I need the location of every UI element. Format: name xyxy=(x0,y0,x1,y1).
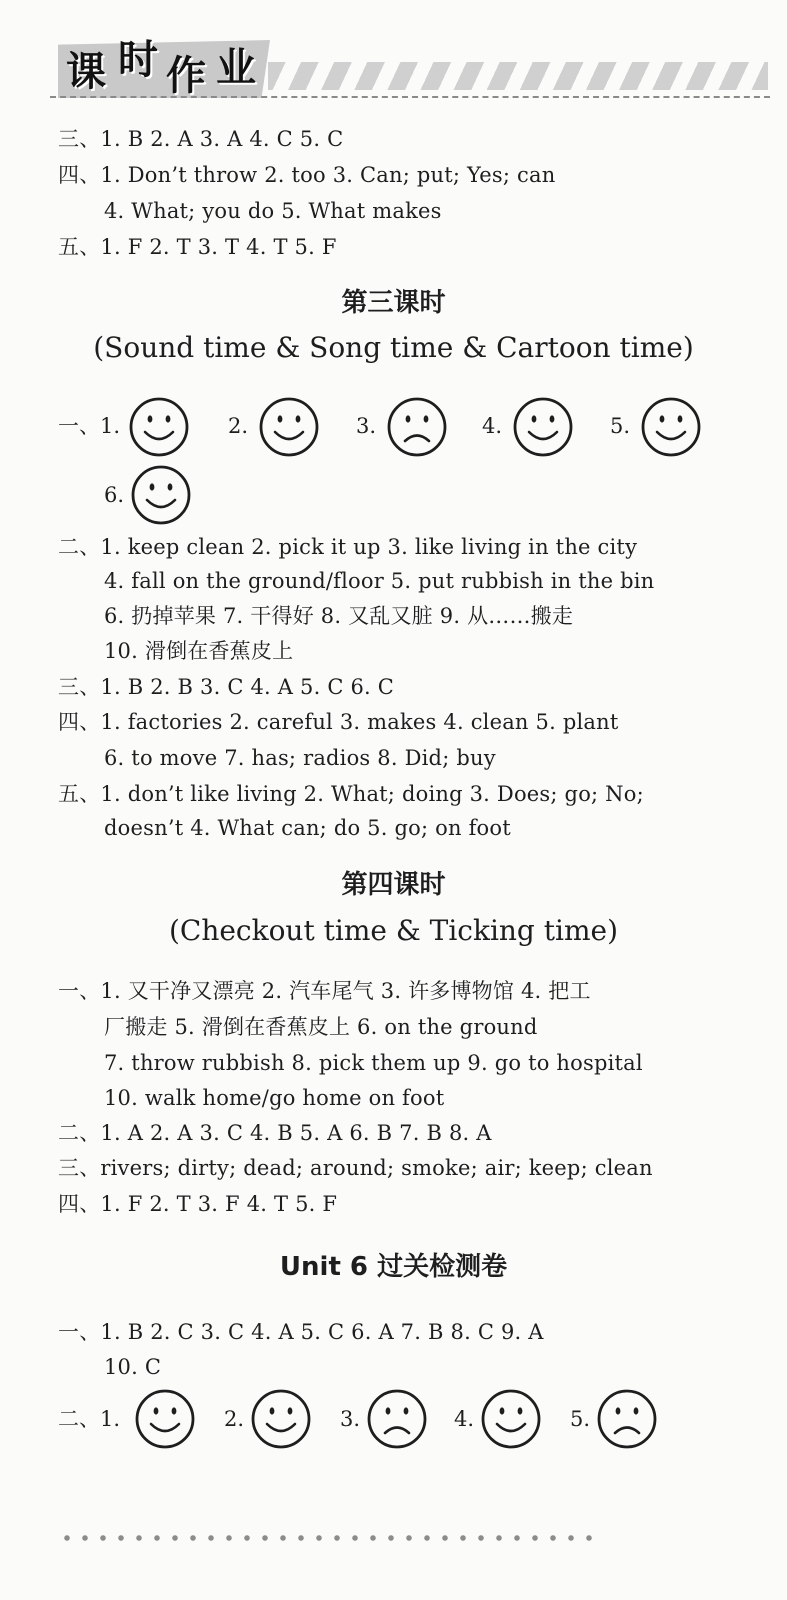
question-number: 3. xyxy=(340,1407,361,1431)
answer-line: 四、1. factories 2. careful 3. makes 4. clean 5. plant xyxy=(58,710,619,734)
question-number: 一、1. xyxy=(58,414,121,438)
smiley-face-icon xyxy=(128,396,190,458)
header-divider xyxy=(50,96,770,98)
answer-line: 一、1. 又干净又漂亮 2. 汽车尾气 3. 许多博物馆 4. 把工 xyxy=(58,979,591,1003)
answer-line: 三、1. B 2. B 3. C 4. A 5. C 6. C xyxy=(58,675,395,699)
answer-line: 四、1. F 2. T 3. F 4. T 5. F xyxy=(58,1192,338,1216)
section-subtitle: (Sound time & Song time & Cartoon time) xyxy=(93,331,694,364)
question-number: 3. xyxy=(356,414,377,438)
answer-line: 10. walk home/go home on foot xyxy=(104,1086,445,1110)
question-number: 2. xyxy=(224,1407,245,1431)
answer-line: 6. 扔掉苹果 7. 干得好 8. 又乱又脏 9. 从……搬走 xyxy=(104,604,574,628)
faces-row-2 xyxy=(0,1388,787,1458)
answer-line: 五、1. don’t like living 2. What; doing 3. Does; go; No; xyxy=(58,782,644,806)
question-number: 2. xyxy=(228,414,249,438)
section-title: 第四课时 xyxy=(341,870,446,900)
question-number: 4. xyxy=(482,414,503,438)
faces-row-1 xyxy=(0,396,787,536)
smiley-face-icon xyxy=(250,1388,312,1450)
answer-line: 一、1. B 2. C 3. C 4. A 5. C 6. A 7. B 8. C 9. A xyxy=(58,1320,544,1344)
section-title: 第三课时 xyxy=(341,288,446,318)
smiley-face-icon xyxy=(134,1388,196,1450)
header-stripes xyxy=(268,62,768,90)
question-number: 6. xyxy=(104,483,125,507)
section-title: Unit 6 过关检测卷 xyxy=(279,1252,508,1282)
question-number: 5. xyxy=(610,414,631,438)
smiley-face-icon xyxy=(130,464,192,526)
header-title-char: 课 xyxy=(66,49,106,95)
section-subtitle: (Checkout time & Ticking time) xyxy=(168,914,619,947)
smiley-face-icon xyxy=(480,1388,542,1450)
answer-line: 10. 滑倒在香蕉皮上 xyxy=(104,639,294,663)
answer-line: 6. to move 7. has; radios 8. Did; buy xyxy=(104,746,496,770)
answer-line: 7. throw rubbish 8. pick them up 9. go to hospital xyxy=(104,1051,643,1075)
question-number: 5. xyxy=(570,1407,591,1431)
sad-face-icon xyxy=(386,396,448,458)
answer-line: 四、1. Don’t throw 2. too 3. Can; put; Yes; can xyxy=(58,163,556,187)
answer-line: 4. What; you do 5. What makes xyxy=(104,199,442,223)
smiley-face-icon xyxy=(640,396,702,458)
smiley-face-icon xyxy=(258,396,320,458)
smiley-face-icon xyxy=(512,396,574,458)
answer-line: doesn’t 4. What can; do 5. go; on foot xyxy=(104,816,511,840)
footer-dots xyxy=(58,1530,598,1546)
question-number: 4. xyxy=(454,1407,475,1431)
header-title-char: 时 xyxy=(118,37,158,83)
answer-line: 二、1. keep clean 2. pick it up 3. like living in the city xyxy=(58,535,638,559)
answer-line: 五、1. F 2. T 3. T 4. T 5. F xyxy=(58,235,337,259)
header-title xyxy=(62,38,272,100)
answer-line: 二、1. A 2. A 3. C 4. B 5. A 6. B 7. B 8. A xyxy=(58,1121,492,1145)
answer-line: 三、rivers; dirty; dead; around; smoke; air; keep; clean xyxy=(58,1156,653,1180)
answer-line: 10. C xyxy=(104,1355,162,1379)
sad-face-icon xyxy=(366,1388,428,1450)
answer-line: 三、1. B 2. A 3. A 4. C 5. C xyxy=(58,127,344,151)
header-title-char: 作 xyxy=(166,53,206,99)
question-number: 二、1. xyxy=(58,1407,121,1431)
page-header xyxy=(0,0,787,110)
sad-face-icon xyxy=(596,1388,658,1450)
answer-line: 厂搬走 5. 滑倒在香蕉皮上 6. on the ground xyxy=(104,1015,538,1039)
answer-line: 4. fall on the ground/floor 5. put rubbish in the bin xyxy=(104,569,655,593)
header-title-char: 业 xyxy=(216,45,256,91)
